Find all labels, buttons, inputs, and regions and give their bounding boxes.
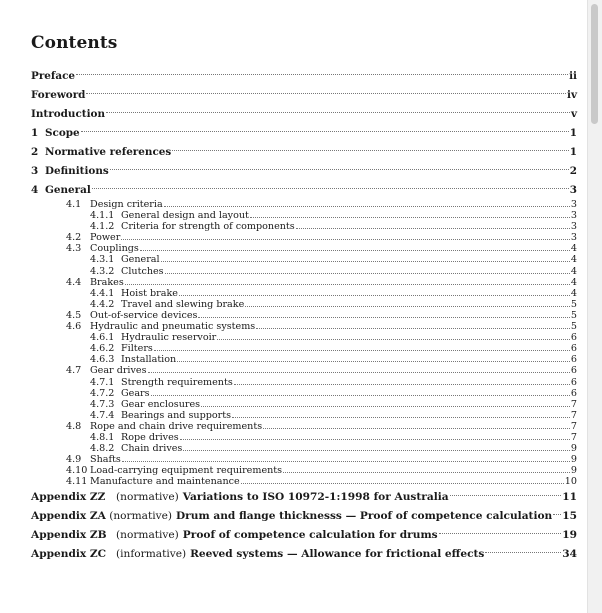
toc-section-number: 4.7.3 <box>90 398 115 410</box>
toc-entry-general[interactable] <box>31 180 577 199</box>
dot-leader <box>283 472 570 473</box>
toc-entry-introduction[interactable] <box>31 104 577 123</box>
toc-entry-4-8-2[interactable] <box>31 443 577 454</box>
toc-entry-label: Gear enclosures <box>121 398 201 410</box>
toc-section-number: 4.10 <box>66 465 88 477</box>
toc-entry-label: Installation <box>121 354 177 366</box>
dot-leader <box>201 406 570 407</box>
toc-entry-label: General <box>45 183 91 196</box>
toc-entry-label: Chain drives <box>121 443 183 455</box>
toc-entry-4-3-1[interactable] <box>31 254 577 265</box>
toc-section-number: 4.6.1 <box>90 332 115 344</box>
toc-page-number: 6 <box>570 354 577 366</box>
dot-leader <box>76 74 568 75</box>
toc-section-number: 4.3.2 <box>90 265 115 277</box>
toc-page-number: 3 <box>570 221 577 233</box>
appendix-label: Appendix ZC <box>31 547 107 560</box>
toc-page-number: 3 <box>570 199 577 210</box>
toc-entry-label: Criteria for strength of components <box>121 221 295 233</box>
table-of-contents <box>31 66 577 563</box>
page-title: Contents <box>31 33 118 53</box>
toc-entry-4-3[interactable] <box>31 243 577 254</box>
toc-section-number: 4.8 <box>66 420 82 432</box>
toc-section-number: 1 <box>31 126 39 139</box>
toc-entry-appendix-za[interactable] <box>31 506 577 525</box>
dot-leader <box>241 483 564 484</box>
toc-entry-label: Hoist brake <box>121 287 178 299</box>
toc-section-number: 3 <box>31 164 39 177</box>
toc-entry-label: Power <box>90 232 121 244</box>
dot-leader <box>263 428 570 429</box>
toc-entry-4-1-2[interactable] <box>31 221 577 232</box>
toc-section-number: 4.7.2 <box>90 387 115 399</box>
appendix-title: Proof of competence calculation for drums <box>182 528 438 541</box>
toc-page-number: 4 <box>570 276 577 288</box>
toc-entry-appendix-zb[interactable] <box>31 525 577 544</box>
dot-leader <box>177 361 570 362</box>
dot-leader <box>121 239 570 240</box>
toc-entry-label: Rope and chain drive requirements <box>90 420 263 432</box>
toc-section-number: 4.11 <box>66 476 88 488</box>
toc-page-number: 4 <box>570 287 577 299</box>
dot-leader <box>450 495 562 496</box>
toc-section-number: 4.4 <box>66 276 82 288</box>
toc-page-number: 6 <box>570 376 577 388</box>
toc-entry-normative-references[interactable] <box>31 142 577 161</box>
toc-section-number: 4.7.1 <box>90 376 115 388</box>
dot-leader <box>151 395 570 396</box>
dot-leader <box>140 250 570 251</box>
toc-page-number: 3 <box>569 183 577 196</box>
toc-entry-label: Definitions <box>45 164 109 177</box>
appendix-type: (normative) <box>116 528 179 541</box>
toc-entry-foreword[interactable] <box>31 85 577 104</box>
toc-entry-label: Travel and slewing brake <box>121 298 245 310</box>
toc-page-number: 7 <box>570 420 577 432</box>
toc-entry-4-9[interactable] <box>31 454 577 465</box>
toc-page-number: 6 <box>570 365 577 377</box>
toc-page-number: 3 <box>570 232 577 244</box>
toc-entry-label: Normative references <box>45 145 172 158</box>
toc-entry-definitions[interactable] <box>31 161 577 180</box>
toc-section-number: 4.4.2 <box>90 298 115 310</box>
toc-entry-label: Introduction <box>31 107 105 120</box>
toc-page-number: 5 <box>570 298 577 310</box>
toc-entry-label: Couplings <box>90 243 139 255</box>
appendix-label: Appendix ZZ <box>31 490 106 503</box>
toc-page-number: iv <box>567 88 577 101</box>
dot-leader <box>161 261 570 262</box>
appendix-type: (normative) <box>109 509 172 522</box>
toc-section-number: 4.1.1 <box>90 210 115 222</box>
appendix-type: (informative) <box>116 547 187 560</box>
toc-page-number: 3 <box>570 210 577 222</box>
toc-entry-4-6-3[interactable] <box>31 354 577 365</box>
dot-leader <box>296 228 570 229</box>
dot-leader <box>86 93 566 94</box>
toc-entry-4-6[interactable] <box>31 321 577 332</box>
toc-page-number: 2 <box>569 164 577 177</box>
toc-entry-4-2[interactable] <box>31 232 577 243</box>
dot-leader <box>125 284 570 285</box>
toc-page-number: v <box>570 107 577 120</box>
toc-entry-4-7-1[interactable] <box>31 377 577 388</box>
toc-entry-label: Preface <box>31 69 76 82</box>
toc-section-number: 4.3.1 <box>90 254 115 266</box>
appendix-label: Appendix ZA <box>31 509 106 522</box>
toc-entry-label: Gear drives <box>90 365 147 377</box>
toc-section-number: 4.5 <box>66 309 82 321</box>
dot-leader <box>172 150 569 151</box>
toc-entry-4-4-2[interactable] <box>31 299 577 310</box>
toc-entry-4-6-1[interactable] <box>31 332 577 343</box>
toc-section-number: 4.6 <box>66 321 82 333</box>
dot-leader <box>106 112 570 113</box>
toc-page-number: 4 <box>570 265 577 277</box>
dot-leader <box>183 450 570 451</box>
toc-page-number: 9 <box>570 454 577 466</box>
toc-entry-4-11[interactable] <box>31 476 577 487</box>
toc-page-number: 1 <box>569 145 577 158</box>
toc-section-number: 4.8.1 <box>90 431 115 443</box>
toc-page-number: 9 <box>570 465 577 477</box>
toc-entry-4-5[interactable] <box>31 310 577 321</box>
dot-leader <box>439 533 562 534</box>
toc-entry-scope[interactable] <box>31 123 577 142</box>
toc-entry-appendix-zz[interactable] <box>31 487 577 506</box>
toc-page-number: 19 <box>562 528 577 541</box>
scrollbar-thumb[interactable] <box>591 4 598 124</box>
toc-page-number: 6 <box>570 343 577 355</box>
toc-entry-4-8[interactable] <box>31 421 577 432</box>
toc-entry-label: Strength requirements <box>121 376 233 388</box>
toc-entry-label: Out-of-service devices <box>90 309 198 321</box>
toc-entry-label: Clutches <box>121 265 164 277</box>
dot-leader <box>110 169 569 170</box>
toc-page-number: 11 <box>562 490 577 503</box>
appendix-title: Drum and flange thicknesss — Proof of competence calculation <box>176 509 553 522</box>
toc-page-number: 6 <box>570 387 577 399</box>
dot-leader <box>217 339 570 340</box>
dot-leader <box>92 188 569 189</box>
toc-entry-appendix-zc[interactable] <box>31 544 577 563</box>
toc-section-number: 4.1 <box>66 199 82 210</box>
toc-page-number: 4 <box>570 254 577 266</box>
toc-entry-label: Hydraulic and pneumatic systems <box>90 321 256 333</box>
dot-leader <box>154 350 570 351</box>
toc-subsection-list <box>31 199 577 487</box>
toc-page-number: 4 <box>570 243 577 255</box>
toc-entry-4-1-1[interactable] <box>31 210 577 221</box>
toc-entry-4-7-3[interactable] <box>31 399 577 410</box>
toc-entry-label: Foreword <box>31 88 86 101</box>
appendix-title: Variations to ISO 10972-1:1998 for Australia <box>182 490 449 503</box>
toc-entry-4-7[interactable] <box>31 365 577 376</box>
toc-entry-label: General design and layout <box>121 210 249 222</box>
toc-page-number: 15 <box>562 509 577 522</box>
toc-page-number: 10 <box>564 476 577 488</box>
toc-page-number: 6 <box>570 332 577 344</box>
toc-entry-4-7-2[interactable] <box>31 388 577 399</box>
toc-section-number: 4.9 <box>66 454 82 466</box>
dot-leader <box>250 217 570 218</box>
toc-entry-label: Manufacture and maintenance <box>90 476 240 488</box>
toc-page-number: 7 <box>570 398 577 410</box>
dot-leader <box>485 552 561 553</box>
toc-entry-label: Gears <box>121 387 150 399</box>
toc-entry-preface[interactable] <box>31 66 577 85</box>
toc-section-number: 2 <box>31 145 39 158</box>
toc-page-number: 34 <box>562 547 577 560</box>
toc-section-number: 4.3 <box>66 243 82 255</box>
toc-entry-4-10[interactable] <box>31 465 577 476</box>
appendix-title: Reeved systems — Allowance for frictional effects <box>190 547 485 560</box>
toc-entry-4-4[interactable] <box>31 277 577 288</box>
dot-leader <box>165 273 570 274</box>
appendix-type: (normative) <box>116 490 179 503</box>
dot-leader <box>164 206 570 207</box>
toc-entry-label: Load-carrying equipment requirements <box>90 465 283 477</box>
toc-page-number: 7 <box>570 431 577 443</box>
toc-section-number: 4.6.2 <box>90 343 115 355</box>
dot-leader <box>553 514 561 515</box>
toc-page-number: 7 <box>570 409 577 421</box>
toc-entry-4-6-2[interactable] <box>31 343 577 354</box>
toc-page-number: ii <box>569 69 577 82</box>
dot-leader <box>179 295 570 296</box>
dot-leader <box>81 131 569 132</box>
dot-leader <box>180 439 570 440</box>
toc-section-number: 4 <box>31 183 39 196</box>
toc-section-number: 4.7.4 <box>90 409 115 421</box>
dot-leader <box>232 417 570 418</box>
toc-entry-label: Scope <box>45 126 80 139</box>
toc-section-number: 4.4.1 <box>90 287 115 299</box>
toc-entry-4-4-1[interactable] <box>31 288 577 299</box>
dot-leader <box>234 384 570 385</box>
toc-section-number: 4.7 <box>66 365 82 377</box>
toc-entry-label: Rope drives <box>121 431 179 443</box>
dot-leader <box>245 306 570 307</box>
vertical-scrollbar[interactable] <box>587 0 602 613</box>
toc-page-number: 5 <box>570 309 577 321</box>
toc-section-number: 4.1.2 <box>90 221 115 233</box>
toc-entry-label: Bearings and supports <box>121 409 232 421</box>
toc-page-number: 5 <box>570 321 577 333</box>
toc-entry-4-1[interactable] <box>31 199 577 210</box>
toc-entry-label: Hydraulic reservoir <box>121 332 217 344</box>
toc-entry-label: Filters <box>121 343 153 355</box>
toc-entry-label: Shafts <box>90 454 121 466</box>
toc-entry-4-8-1[interactable] <box>31 432 577 443</box>
dot-leader <box>148 372 570 373</box>
toc-page-number: 1 <box>569 126 577 139</box>
toc-section-number: 4.8.2 <box>90 443 115 455</box>
toc-section-number: 4.6.3 <box>90 354 115 366</box>
toc-entry-label: General <box>121 254 160 266</box>
appendix-label: Appendix ZB <box>31 528 107 541</box>
toc-entry-label: Brakes <box>90 276 124 288</box>
dot-leader <box>122 461 570 462</box>
toc-section-number: 4.2 <box>66 232 82 244</box>
toc-page-number: 9 <box>570 443 577 455</box>
toc-entry-label: Design criteria <box>90 199 163 210</box>
toc-entry-4-3-2[interactable] <box>31 266 577 277</box>
dot-leader <box>198 317 569 318</box>
toc-entry-4-7-4[interactable] <box>31 410 577 421</box>
dot-leader <box>256 328 570 329</box>
